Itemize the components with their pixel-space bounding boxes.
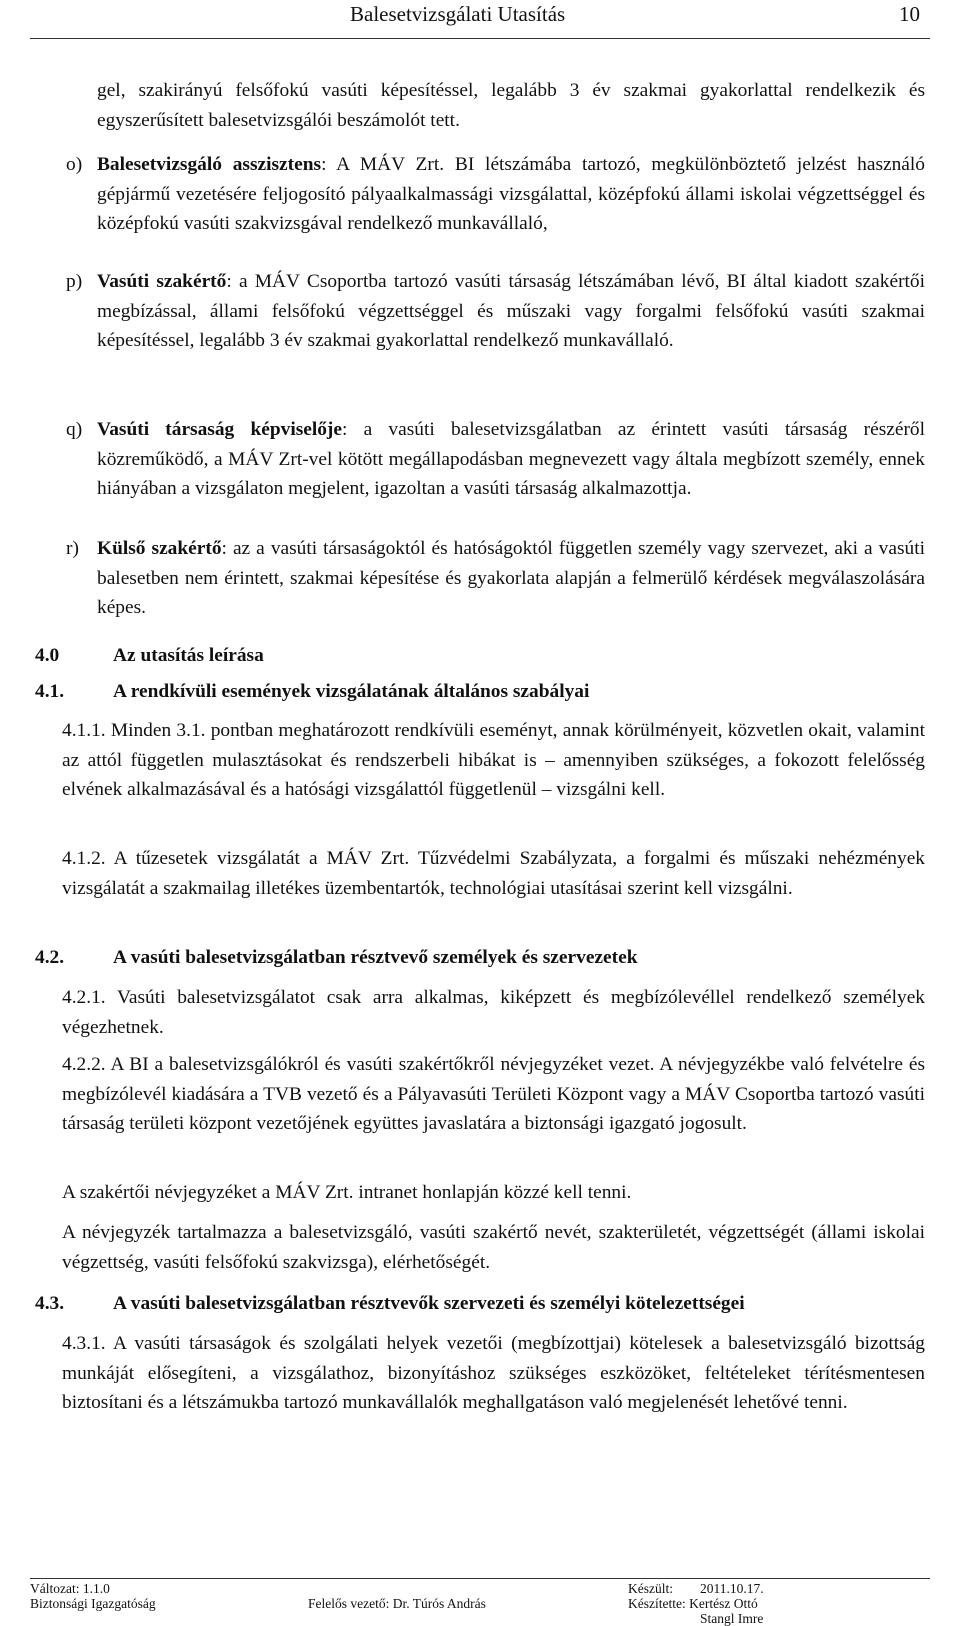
section-4-title: Az utasítás leírása (113, 645, 264, 666)
para-4-2-1-text: Vasúti balesetvizsgálatot csak arra alkalmas, kiképzett és megbízólevéllel rendelkező személyek végezhetnek. (62, 987, 926, 1038)
item-q-text: : a vasúti balesetvizsgálatban az érintett vasúti társaság részéről közreműködő, a MÁV Zrt-vel kötött megállapodásban megnevezett vagy általa megbízott személy, ennek hiányában a vizsgálaton megjelent, igazoltan a vasúti társaság alkalmazottja. (97, 419, 925, 499)
para-4-2-1-number: 4.2.1. (62, 987, 106, 1008)
page-footer (30, 1578, 930, 1625)
para-4-1-1-text: Minden 3.1. pontban meghatározott rendkívüli eseményt, annak körülményeit, közvetlen okait, valamint az attól független mulasztásokat és rendszerbeli hibákat is – amennyiben szükséges, a fokozott felelősség elvének alkalmazásával és a hatósági vizsgálattól függetlenül – vizsgálni kell. (62, 720, 925, 800)
item-o-text: : A MÁV Zrt. BI létszámába tartozó, megkülönböztető jelzést használó gépjármű vezetésére feljogosító pályaalkalmassági vizsgálattal, középfokú állami iskolai végzettséggel és középfokú vasúti szakvizsgával rendelkező munkavállaló, (97, 154, 925, 234)
footer-version: Változat: 1.1.0 (30, 1581, 110, 1596)
section-4-2-heading (35, 943, 925, 973)
item-o-letter: o) (66, 154, 83, 175)
page-header (30, 0, 930, 39)
item-p-text: : a MÁV Csoportba tartozó vasúti társaság létszámában lévő, BI által kiadott szakértői megbízással, állami felsőfokú végzettséggel és műszaki vagy forgalmi felsőfokú vasúti szakmai képesítéssel, legalább 3 év szakmai gyakorlattal rendelkező munkavállaló. (97, 271, 925, 351)
para-4-3-1-number: 4.3.1. (62, 1333, 106, 1354)
item-p-letter: p) (66, 271, 83, 292)
item-r (97, 534, 925, 623)
item-q (97, 415, 925, 504)
footer-responsible: Felelős vezető: Dr. Túrós András (308, 1596, 486, 1611)
section-4-number: 4.0 (35, 645, 60, 666)
section-4-1-number: 4.1. (35, 681, 65, 702)
document-title: Balesetvizsgálati Utasítás (350, 2, 566, 26)
section-4-3-heading (35, 1289, 925, 1319)
para-4-2-2-text: A BI a balesetvizsgálókról és vasúti szakértőkről névjegyzéket vezet. A névjegyzékbe való felvételre és megbízólevél kiadására a TVB vezető és a Pályavasúti Területi Központ vagy a MÁV Csoportba tartozó vasúti társaság területi központ vezetőjének együttes javaslatára a biztonsági igazgató jogosult. (62, 1054, 925, 1134)
item-o (97, 150, 925, 239)
section-4-1-title: A rendkívüli események vizsgálatának általános szabályai (113, 681, 590, 702)
para-4-1-2-number: 4.1.2. (62, 848, 106, 869)
document-body (0, 76, 960, 1516)
para-4-2-2 (62, 1050, 925, 1139)
footer-directorate: Biztonsági Igazgatóság (30, 1596, 156, 1611)
item-q-term: Vasúti társaság képviselője (97, 419, 343, 440)
section-4-2-title: A vasúti balesetvizsgálatban résztvevő személyek és szervezetek (113, 947, 638, 968)
page-number: 10 (899, 2, 920, 26)
item-o-term: Balesetvizsgáló asszisztens (97, 154, 322, 175)
section-4-3-title: A vasúti balesetvizsgálatban résztvevők szervezeti és személyi kötelezettségei (113, 1293, 745, 1314)
footer-prepared-by-2: Stangl Imre (700, 1611, 764, 1626)
item-q-letter: q) (66, 419, 83, 440)
footer-created-label: Készült: (628, 1581, 673, 1596)
para-4-3-1-text: A vasúti társaságok és szolgálati helyek vezetői (megbízottjai) kötelesek a balesetvizsgáló bizottság munkáját elősegíteni, a vizsgálathoz, bizonyításhoz szükséges eszközöket, feltételeket térítésmentesen biztosítani és a létszámukba tartozó munkavállalók meghallgatáson való megjelenését lehetővé tenni. (62, 1333, 925, 1413)
para-4-2-3: A szakértői névjegyzéket a MÁV Zrt. intranet honlapján közzé kell tenni. (62, 1182, 632, 1203)
para-4-1-2 (62, 844, 925, 903)
para-4-2-2-number: 4.2.2. (62, 1054, 106, 1075)
footer-prepared-by: Készítette: Kertész Ottó (628, 1596, 758, 1611)
para-4-1-2-text: A tűzesetek vizsgálatát a MÁV Zrt. Tűzvédelmi Szabályzata, a forgalmi és műszaki nehézmények vizsgálatát a szakmailag illetékes üzembentartók, technológiai utasításai szerint kell vizsgálni. (62, 848, 925, 899)
section-4-heading (35, 641, 925, 671)
para-4-2-1 (62, 983, 925, 1042)
section-4-2-number: 4.2. (35, 947, 65, 968)
item-r-term: Külső szakértő (97, 538, 222, 559)
footer-created-date: 2011.10.17. (700, 1581, 764, 1596)
item-r-letter: r) (66, 538, 79, 559)
para-4-1-1-number: 4.1.1. (62, 720, 106, 741)
item-n-continuation: gel, szakirányú felsőfokú vasúti képesítéssel, legalább 3 év szakmai gyakorlattal rendelkezik és egyszerűsített balesetvizsgálói beszámolót tett. (97, 80, 925, 131)
item-p-term: Vasúti szakértő (97, 271, 227, 292)
para-4-3-1 (62, 1329, 925, 1418)
item-r-text: : az a vasúti társaságoktól és hatóságoktól független személy vagy szervezet, aki a vasúti balesetben nem érintett, szakmai képesítése és gyakorlata alapján a felmerülő kérdések megválaszolására képes. (97, 538, 925, 618)
section-4-3-number: 4.3. (35, 1293, 65, 1314)
para-4-2-4: A névjegyzék tartalmazza a balesetvizsgáló, vasúti szakértő nevét, szakterületét, végzettségét (állami iskolai végzettség, vasúti felsőfokú szakvizsga), elérhetőségét. (62, 1222, 925, 1273)
para-4-1-1 (62, 716, 925, 805)
section-4-1-heading (35, 677, 925, 707)
item-p (97, 267, 925, 356)
